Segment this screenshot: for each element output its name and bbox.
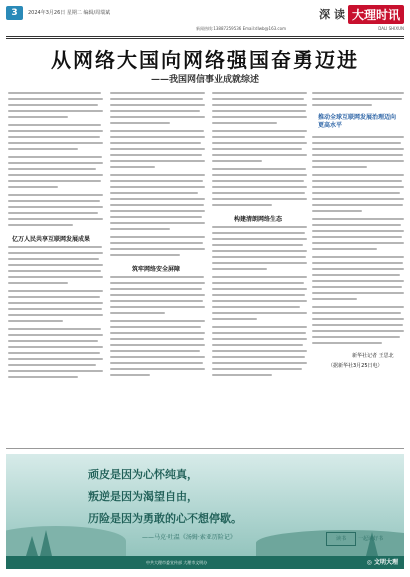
banner-footer-text: 中共大理市委宣传部 大理市文明办: [146, 560, 208, 565]
contact-line: 新闻热线:13887259536 Email:dlwb@163.com: [196, 26, 286, 31]
masthead-rule-thin: [6, 38, 404, 39]
ad-banner: [6, 454, 404, 569]
banner-line-1: 顽皮是因为心怀纯真，: [88, 468, 198, 481]
article-column-4: [312, 88, 404, 388]
banner-line-3: 历险是因为勇敢的心不想停歇。: [88, 512, 242, 525]
banner-footer-logo: ◎ 文明大理: [366, 559, 398, 566]
banner-credit: ——马克·吐温《汤姆·索亚历险记》: [142, 534, 236, 541]
page-number: 3: [6, 6, 23, 20]
section-heading-3: 构建清朗网络生态: [234, 216, 283, 223]
banner-footer-bar: [6, 556, 404, 569]
banner-stamp: 读书: [326, 532, 356, 546]
subhead: ——我国网信事业成就综述: [150, 75, 259, 85]
banner-stamp-text: 一起读好书: [358, 536, 384, 542]
masthead-rule: [6, 36, 404, 37]
section-heading-2: 筑牢网络安全屏障: [132, 266, 181, 273]
article-column-2: [110, 88, 205, 388]
banner-line-2: 叛逆是因为渴望自由，: [88, 490, 198, 503]
section-heading-1: 亿万人民共享互联网发展成果: [12, 236, 91, 243]
dateline: 2024年3月26日 星期二 编辑/周瑞斌: [28, 10, 111, 16]
paper-logo: [319, 4, 404, 24]
byline: 新华社记者 王思北: [352, 353, 394, 359]
section-heading-4-text: 推动全球互联网发展治理迈向更高水平: [318, 114, 397, 129]
section-prefix: 深 读: [319, 8, 345, 21]
paper-name-en: DALI SHIXUN: [378, 26, 404, 31]
masthead: [6, 4, 404, 34]
banner-divider: [6, 448, 404, 449]
continued-note: （据新华社3月25日电）: [328, 363, 383, 369]
section-heading-4: [318, 114, 400, 130]
article-column-1: [8, 88, 103, 388]
headline: 从网络大国向网络强国奋勇迈进: [51, 48, 359, 72]
article-column-3: [212, 88, 307, 388]
paper-name: 大理时讯: [348, 5, 404, 24]
